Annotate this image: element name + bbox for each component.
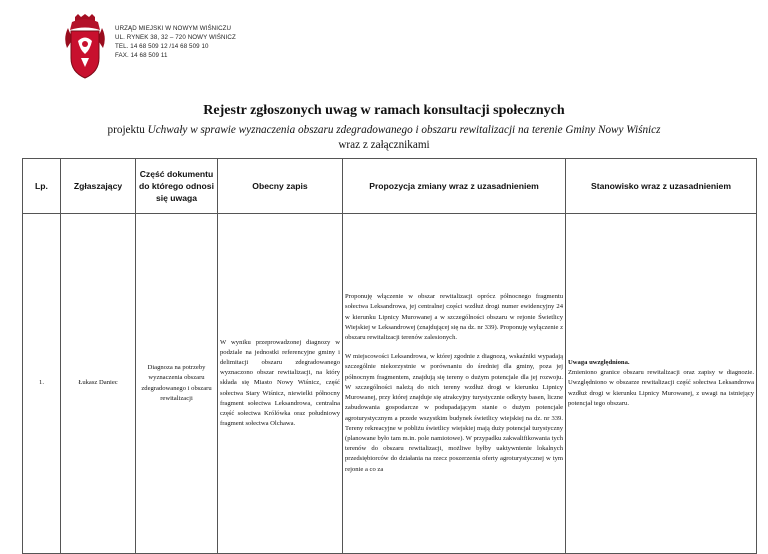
subtitle-resolution-title: Uchwały w sprawie wyznaczenia obszaru zdegradowanego i obszaru rewitalizacji na terenie Gminy Nowy Wiśnicz <box>147 124 661 136</box>
subtitle-prefix: projektu <box>107 124 148 136</box>
municipal-crest-icon <box>64 14 106 80</box>
subtitle-attachments: wraz z załącznikami <box>338 139 430 151</box>
proposal-paragraph-1: Proponuję włączenie w obszar rewitalizacji oprócz północnego fragmentu sołectwa Leksandrowa, jej centralnej części wzdłuż drogi numer ewidencyjny 24 w kierunku Lipnicy Murowanej a w szczególności obszaru w rejonie Świetlicy Wiejskiej w Leksandrowej (znajdującej się na dz. nr 339). Proponuję wyłączenie z obszaru rewitalizacji terenów zalesionych. <box>345 293 563 342</box>
col-header-section: Część dokumentu do którego odnosi się uwaga <box>136 159 218 214</box>
office-address-block <box>115 24 236 60</box>
cell-lp: 1. <box>23 214 61 554</box>
office-fax: FAX. 14 68 509 11 <box>115 52 168 59</box>
col-header-submitter: Zgłaszający <box>61 159 136 214</box>
proposal-paragraph-2: W miejscowości Leksandrowa, w której zgodnie z diagnozą, wskaźniki wypadają szczególnie niekorzystnie w porównaniu do średniej dla gminy, poza jej północnym fragmentem, znajdują się tereny o dużym potencjale dla jej rozwoju. W szczególności należą do nich tereny wzdłuż drogi w kierunku Lipnicy Murowanej, przy której znajduje się atrakcyjny turystycznie odkryty basen, liczne zabudowania gospodarcze w podupadającym stanie o dużym potencjale agroturystycznym a przede wszystkim budynek świetlicy wiejskiej na dz. nr 339. Tereny rekreacyjne w pobliżu świetlicy wiejskiej mają duży potencjał turystyczny (planowane było tam m.in. pole namiotowe). W przypadku zakwalifikowania tych terenów do obszaru rewitalizacji, możliwe byłby uaktywnienie lokalnych przedsiębiorców do działania na rzecz poszerzenia oferty agroturystycznej w tym rejonie a co za <box>345 353 563 473</box>
stance-verdict: Uwaga uwzględniona. <box>568 358 630 366</box>
col-header-stance: Stanowisko wraz z uzasadnieniem <box>566 159 757 214</box>
table-row <box>23 214 757 554</box>
col-header-proposal: Propozycja zmiany wraz z uzasadnieniem <box>343 159 566 214</box>
stance-justification: Zmieniono granice obszaru rewitalizacji oraz zapisy w diagnozie. Uwzględniono w obszarze rewitalizacji część sołectwa Leksandrowa wzdłuż drogi w kierunku Lipnicy Murowanej, z uwagi na istniejący potencjał tego obszaru. <box>568 369 754 407</box>
cell-submitter: Łukasz Daniec <box>61 214 136 554</box>
cell-stance <box>566 214 757 554</box>
cell-section: Diagnoza na potrzeby wyznaczenia obszaru zdegradowanego i obszaru rewitalizacji <box>136 214 218 554</box>
comments-register-table <box>22 158 757 554</box>
col-header-lp: Lp. <box>23 159 61 214</box>
office-name: URZĄD MIEJSKI W NOWYM WIŚNICZU <box>115 25 232 32</box>
office-street: UL. RYNEK 38, 32 – 720 NOWY WIŚNICZ <box>115 34 236 41</box>
document-subtitle <box>0 123 768 153</box>
document-title: Rejestr zgłoszonych uwag w ramach konsultacji społecznych <box>203 103 565 118</box>
cell-current-text: W wyniku przeprowadzonej diagnozy w podziale na jednostki referencyjne gminy i delimitacji obszaru zdegradowanego wyznaczono obszar rewitalizacji, na który składa się Miasto Nowy Wiśnicz, część sołectwa Stary Wiśnicz, niewielki północny fragment sołectwa Leksandrowa, centralna część sołectwa Królówka oraz południowy fragment sołectwa Olchawa. <box>218 214 343 554</box>
table-header-row <box>23 159 757 214</box>
office-phone: TEL. 14 68 509 12 /14 68 509 10 <box>115 43 209 50</box>
cell-proposal <box>343 214 566 554</box>
col-header-current: Obecny zapis <box>218 159 343 214</box>
